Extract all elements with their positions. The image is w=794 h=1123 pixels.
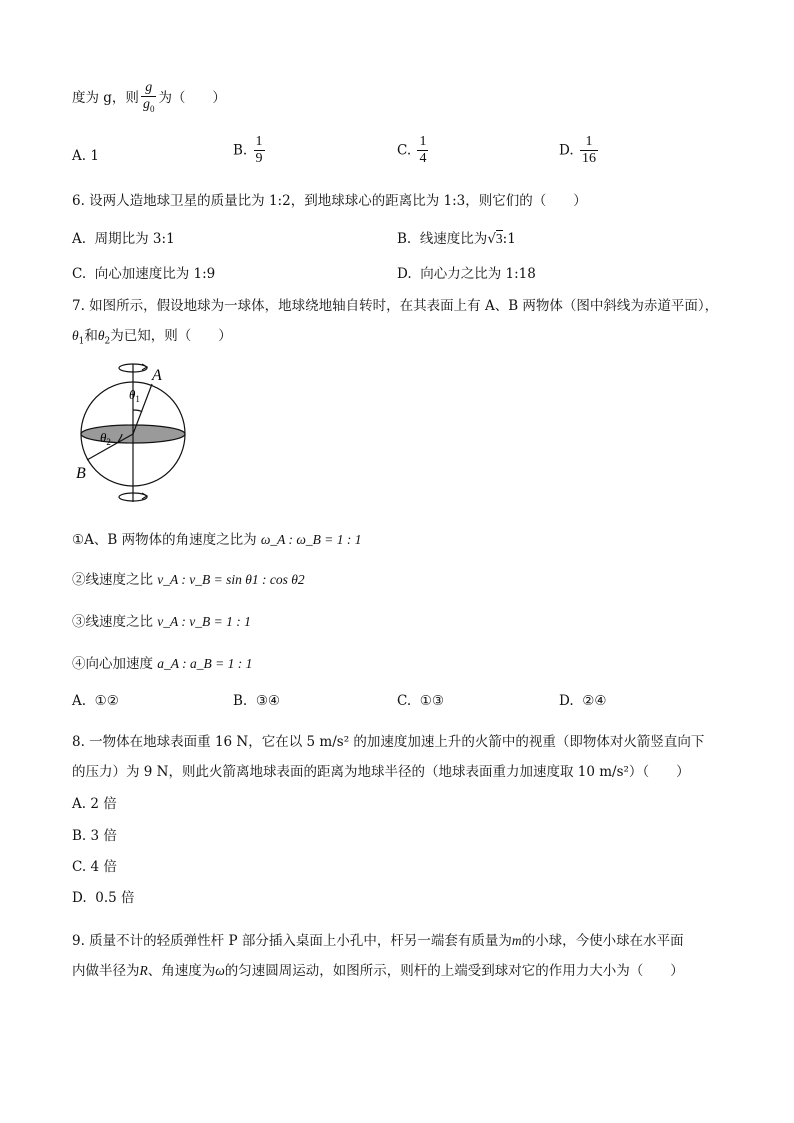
- q7-stem-line1: 7. 如图所示，假设地球为一球体，地球绕地轴自转时，在其表面上有 A、B 两物体（图中斜线为赤道平面），: [72, 298, 719, 314]
- earth-globe-figure: [70, 356, 210, 506]
- q8-stem-line2: 的压力）为 9 N，则此火箭离地球表面的距离为地球半径的（地球表面重力加速度取 10 m/s²）（ ）: [72, 764, 690, 780]
- math-v-ratio-trig: v_A : v_B = sin θ1 : cos θ2: [157, 572, 305, 587]
- label-b: B: [76, 465, 86, 482]
- q5-option-b[interactable]: B. $\frac{1}{9}$: [233, 134, 263, 166]
- q5-option-b-fraction: $\frac{1}{9}$: [255, 134, 263, 166]
- q7-statement-1: ①A、B 两物体的角速度之比为 ω_A : ω_B = 1 : 1: [72, 532, 362, 548]
- q6-option-d[interactable]: D. 向心力之比为 1:18: [397, 266, 536, 282]
- q9-stem-line2: 内做半径为R、角速度为ω的匀速圆周运动，如图所示，则杆的上端受到球对它的作用力大小为（ ）: [72, 963, 684, 979]
- q5-option-d[interactable]: D. $\frac{1}{16}$: [559, 134, 596, 166]
- q7-statement-3: ③线速度之比 v_A : v_B = 1 : 1: [72, 614, 251, 630]
- label-a: A: [152, 367, 162, 384]
- q7-option-c[interactable]: C. ①③: [397, 693, 444, 709]
- q6-stem: 6. 设两人造地球卫星的质量比为 1:2，到地球球心的距离比为 1:3，则它们的（ ）: [72, 193, 587, 209]
- q7-option-a[interactable]: A. ①②: [72, 693, 119, 709]
- theta1-arc: [133, 410, 142, 412]
- math-omega-ratio: ω_A : ω_B = 1 : 1: [260, 532, 362, 547]
- math-v-ratio: v_A : v_B = 1 : 1: [157, 614, 251, 629]
- q8-option-b[interactable]: B. 3 倍: [72, 828, 117, 844]
- q8-option-d[interactable]: D. 0.5 倍: [72, 890, 135, 906]
- q6-option-c[interactable]: C. 向心加速度比为 1:9: [72, 266, 216, 282]
- q5-option-c[interactable]: C. $\frac{1}{4}$: [397, 134, 427, 166]
- label-theta1: $\theta_1$: [129, 387, 140, 404]
- q5-frac-den: $g_0$: [142, 97, 155, 114]
- q8-stem-line1: 8. 一物体在地球表面重 16 N，它在以 5 m/s² 的加速度加速上升的火箭中的视重（即物体对火箭竖直向下: [72, 734, 705, 750]
- q5-stem: [72, 80, 226, 117]
- q5-fraction: [141, 80, 157, 117]
- q5-frac-num: g: [141, 80, 157, 97]
- q7-stem-line2: $\theta_1$和$\theta_2$为已知，则（ ）: [72, 328, 232, 347]
- label-theta2: $\theta_2$: [100, 430, 111, 447]
- q8-option-c[interactable]: C. 4 倍: [72, 859, 117, 875]
- q5-option-c-fraction: $\frac{1}{4}$: [419, 134, 427, 166]
- math-a-ratio: a_A : a_B = 1 : 1: [157, 656, 253, 671]
- q6-option-a[interactable]: A. 周期比为 3:1: [72, 231, 175, 247]
- q7-statement-4: ④向心加速度 a_A : a_B = 1 : 1: [72, 656, 253, 672]
- q7-statement-2: ②线速度之比 v_A : v_B = sin θ1 : cos θ2: [72, 572, 305, 588]
- q5-stem-suffix: 为（ ）: [158, 89, 226, 106]
- q5-stem-prefix: 度为 g，则: [72, 89, 139, 106]
- q9-stem-line1: 9. 质量不计的轻质弹性杆 P 部分插入桌面上小孔中，杆另一端套有质量为m的小球，今使小球在水平面: [72, 933, 684, 949]
- q5-option-a[interactable]: A. 1: [72, 148, 99, 164]
- q7-option-b[interactable]: B. ③④: [233, 693, 281, 709]
- sqrt-symbol: √: [487, 231, 496, 247]
- q6-option-b[interactable]: B. 线速度比为√3:1: [397, 231, 516, 247]
- q7-option-d[interactable]: D. ②④: [559, 693, 607, 709]
- q8-option-a[interactable]: A. 2 倍: [72, 796, 117, 812]
- q5-option-d-fraction: $\frac{1}{16}$: [581, 134, 596, 166]
